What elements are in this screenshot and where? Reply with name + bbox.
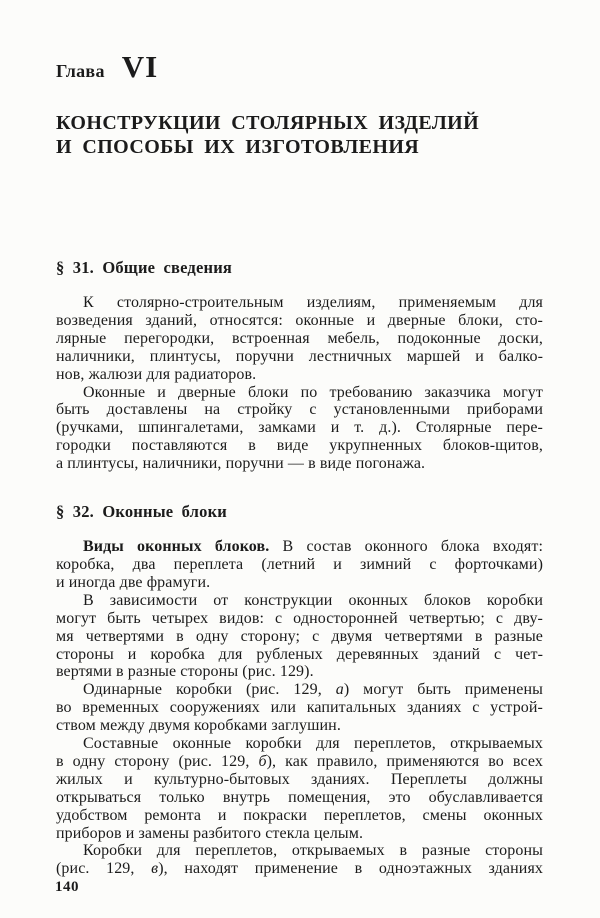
sections-container	[56, 258, 543, 878]
text-line	[56, 401, 543, 419]
text-run: ством между двумя коробками заглушин.	[56, 717, 341, 735]
text-run: Одинарные коробки (рис. 129,	[83, 681, 336, 699]
chapter-title	[56, 111, 543, 159]
text-run: стороны и коробка для рубленых деревянных зданий с чет-	[56, 645, 543, 663]
chapter-number: VI	[121, 49, 159, 84]
text-run: Составные оконные коробки для переплетов, открываемых	[83, 735, 543, 753]
page-number: 140	[55, 879, 79, 895]
text-line	[56, 663, 543, 681]
text-run: (ручками, шпингалетами, замками и т. д.). Столярные пере-	[56, 419, 543, 437]
text-run: а плинтусы, наличники, поручни — в виде погонажа.	[56, 455, 426, 473]
chapter-label: Глава	[56, 61, 105, 81]
section	[56, 258, 543, 473]
text-line	[56, 825, 543, 843]
paragraph	[56, 681, 543, 735]
text-line	[56, 592, 543, 610]
text-run: и иногда две фрамуги.	[56, 573, 211, 591]
text-line	[56, 717, 543, 735]
text-run: К столярно-строительным изделиям, применяемым для	[83, 294, 543, 311]
text-line	[56, 294, 543, 312]
paragraph	[56, 294, 543, 384]
text-run: (рис. 129,	[56, 860, 152, 878]
section-heading: § 32. Оконные блоки	[56, 502, 228, 522]
text-run: приборов и замены разбитого стекла целым.	[56, 824, 364, 842]
paragraph	[56, 384, 543, 474]
text-line	[56, 366, 543, 384]
text-line	[56, 646, 543, 664]
text-line	[56, 348, 543, 366]
text-run: мя четвертями в одну сторону; с двумя четвертями в разные	[56, 627, 543, 645]
text-line	[56, 419, 543, 437]
section	[56, 502, 543, 878]
text-run: жилых и культурно-бытовых зданиях. Переплеты должны	[56, 770, 543, 788]
text-run: лярные перегородки, встроенная мебель, подоконные доски,	[56, 329, 543, 347]
paragraph	[56, 842, 543, 878]
text-run: ), как правило, применяются во всех	[266, 752, 543, 770]
text-line	[56, 842, 543, 860]
chapter-title-line-1: КОНСТРУКЦИИ СТОЛЯРНЫХ ИЗДЕЛИЙ	[56, 112, 480, 134]
italic-run: а	[335, 681, 344, 699]
text-run: ), находят применение в одноэтажных зданиях	[158, 860, 544, 878]
text-run: во временных сооружениях или капитальных зданиях с устрой-	[56, 699, 543, 717]
text-run: В состав оконного блока входят:	[269, 538, 543, 556]
text-run: коробка, два переплета (летний и зимний с форточками)	[56, 555, 543, 573]
text-run: в одну сторону (рис. 129,	[56, 752, 259, 770]
text-line	[56, 574, 543, 592]
text-run: наличники, плинтусы, поручни лестничных маршей и балко-	[56, 347, 543, 365]
text-run: городки поставляются в виде укрупненных блоков-щитов,	[56, 437, 543, 455]
page-content	[0, 50, 600, 878]
text-line	[56, 628, 543, 646]
text-line	[56, 771, 543, 789]
text-run: В зависимости от конструкции оконных блоков коробки	[83, 591, 543, 609]
paragraph	[56, 735, 543, 842]
text-line	[56, 735, 543, 753]
paragraph	[56, 538, 543, 592]
text-line	[56, 807, 543, 825]
text-line	[56, 860, 543, 878]
text-line	[56, 455, 543, 473]
text-line	[56, 789, 543, 807]
text-run: ) могут быть применены	[343, 681, 543, 699]
text-run: открываться только внутрь помещения, это обуславливается	[56, 788, 543, 806]
text-run: Оконные и дверные блоки по требованию заказчика могут	[83, 383, 543, 401]
chapter-title-line-2: И СПОСОБЫ ИХ ИЗГОТОВЛЕНИЯ	[56, 136, 420, 158]
text-line	[56, 556, 543, 574]
text-line	[56, 330, 543, 348]
bold-run: Виды оконных блоков.	[83, 538, 270, 556]
text-line	[56, 753, 543, 771]
text-run: быть доставлены на стройку с установленными приборами	[56, 401, 543, 419]
text-line	[56, 384, 543, 402]
paragraph	[56, 592, 543, 682]
chapter-heading	[56, 50, 543, 90]
text-run: нов, жалюзи для радиаторов.	[56, 365, 257, 383]
text-run: возведения зданий, относятся: оконные и дверные блоки, сто-	[56, 311, 543, 329]
text-run: удобством ремонта и покраски переплетов, смены оконных	[56, 806, 543, 824]
text-line	[56, 610, 543, 628]
section-heading: § 31. Общие сведения	[56, 258, 233, 277]
text-line	[56, 699, 543, 717]
text-run: вертями в разные стороны (рис. 129).	[56, 663, 314, 681]
text-run: Коробки для переплетов, открываемых в разные стороны	[83, 842, 543, 860]
text-run: могут быть четырех видов: с односторонней четвертью; с дву-	[56, 609, 543, 627]
text-line	[56, 681, 543, 699]
text-line	[56, 538, 543, 556]
text-line	[56, 437, 543, 455]
text-line	[56, 312, 543, 330]
italic-run: б	[258, 752, 267, 770]
italic-run: в	[151, 860, 159, 878]
